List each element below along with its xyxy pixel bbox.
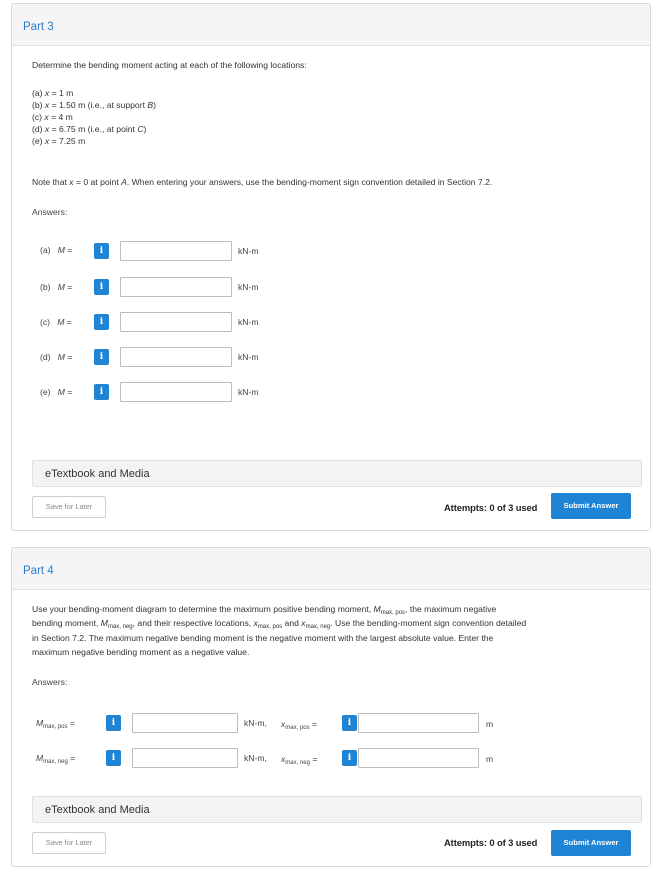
row-d-unit: kN-m (238, 352, 259, 362)
part3-title: Part 3 (23, 21, 54, 33)
submit-answer-button[interactable]: Submit Answer (551, 493, 631, 519)
info-icon[interactable]: i (94, 384, 109, 400)
part4-para-line-3: in Section 7.2. The maximum negative bending moment is the negative moment with the largest absolute value. Enter the (32, 633, 494, 643)
part3-card (11, 3, 651, 531)
part3-answers-label: Answers: (32, 207, 68, 217)
moment-c-input[interactable] (120, 312, 232, 332)
mmaxpos-label: $M_{max, pos}$ = (36, 718, 75, 730)
moment-b-input[interactable] (120, 277, 232, 297)
row-e-unit: kN-m (238, 387, 259, 397)
mmaxneg-label: $M_{max, neg}$ = (36, 753, 76, 765)
xmaxneg-label: $x_{max, neg}$ = (281, 754, 318, 766)
mmax-pos-input[interactable] (132, 713, 238, 733)
xmax-neg-input[interactable] (358, 748, 479, 768)
info-icon[interactable]: i (342, 750, 357, 766)
part3-prompt: Determine the bending moment acting at each of the following locations: (32, 60, 307, 70)
location-a: (a) x = 1 m (32, 88, 74, 98)
part4-answers-label: Answers: (32, 677, 68, 687)
moment-a-input[interactable] (120, 241, 232, 261)
row-c-unit: kN-m (238, 317, 259, 327)
row-a-label: (a) M = (40, 245, 73, 255)
part4-title: Part 4 (23, 565, 54, 577)
part4-para-line-1: Use your bending-moment diagram to determine the maximum positive bending moment, $M_{max, pos}$, the maximum negative (32, 604, 497, 616)
mmaxpos-unit: kN-m, (244, 718, 267, 728)
location-b: (b) x = 1.50 m (i.e., at support B) (32, 100, 156, 110)
xmax-pos-input[interactable] (358, 713, 479, 733)
attempts-count: Attempts: 0 of 3 used (444, 837, 538, 848)
save-for-later-button[interactable]: Save for Later (32, 832, 106, 854)
row-e-label: (e) M = (40, 387, 73, 397)
save-for-later-button[interactable]: Save for Later (32, 496, 106, 518)
info-icon[interactable]: i (94, 349, 109, 365)
row-c-label: (c) M = (40, 317, 72, 327)
part4-header (12, 548, 650, 590)
part3-note: Note that x = 0 at point A. When entering your answers, use the bending-moment sign convention detailed in Section 7.2. (32, 177, 493, 187)
moment-d-input[interactable] (120, 347, 232, 367)
info-icon[interactable]: i (106, 750, 121, 766)
part4-card (11, 547, 651, 867)
xmaxpos-unit: m (486, 719, 494, 729)
row-b-label: (b) M = (40, 282, 73, 292)
etextbook-media-bar[interactable]: eTextbook and Media (32, 796, 642, 823)
row-a-unit: kN-m (238, 246, 259, 256)
part4-para-line-4: maximum negative bending moment as a negative value. (32, 647, 250, 657)
etextbook-media-bar[interactable]: eTextbook and Media (32, 460, 642, 487)
submit-answer-button[interactable]: Submit Answer (551, 830, 631, 856)
location-e: (e) x = 7.25 m (32, 136, 86, 146)
mmax-neg-input[interactable] (132, 748, 238, 768)
moment-e-input[interactable] (120, 382, 232, 402)
info-icon[interactable]: i (342, 715, 357, 731)
location-c: (c) x = 4 m (32, 112, 73, 122)
part3-header (12, 4, 650, 46)
mmaxneg-unit: kN-m, (244, 753, 267, 763)
row-b-unit: kN-m (238, 282, 259, 292)
attempts-count: Attempts: 0 of 3 used (444, 502, 538, 513)
xmaxneg-unit: m (486, 754, 494, 764)
info-icon[interactable]: i (94, 243, 109, 259)
location-d: (d) x = 6.75 m (i.e., at point C) (32, 124, 147, 134)
info-icon[interactable]: i (106, 715, 121, 731)
row-d-label: (d) M = (40, 352, 73, 362)
xmaxpos-label: $x_{max, pos}$ = (281, 719, 318, 731)
info-icon[interactable]: i (94, 279, 109, 295)
info-icon[interactable]: i (94, 314, 109, 330)
part4-para-line-2: bending moment, $M_{max, neg}$, and their respective locations, $x_{max, pos}$ and $x_{max, neg}$. Use the bending-moment sign convention detailed (32, 618, 527, 630)
